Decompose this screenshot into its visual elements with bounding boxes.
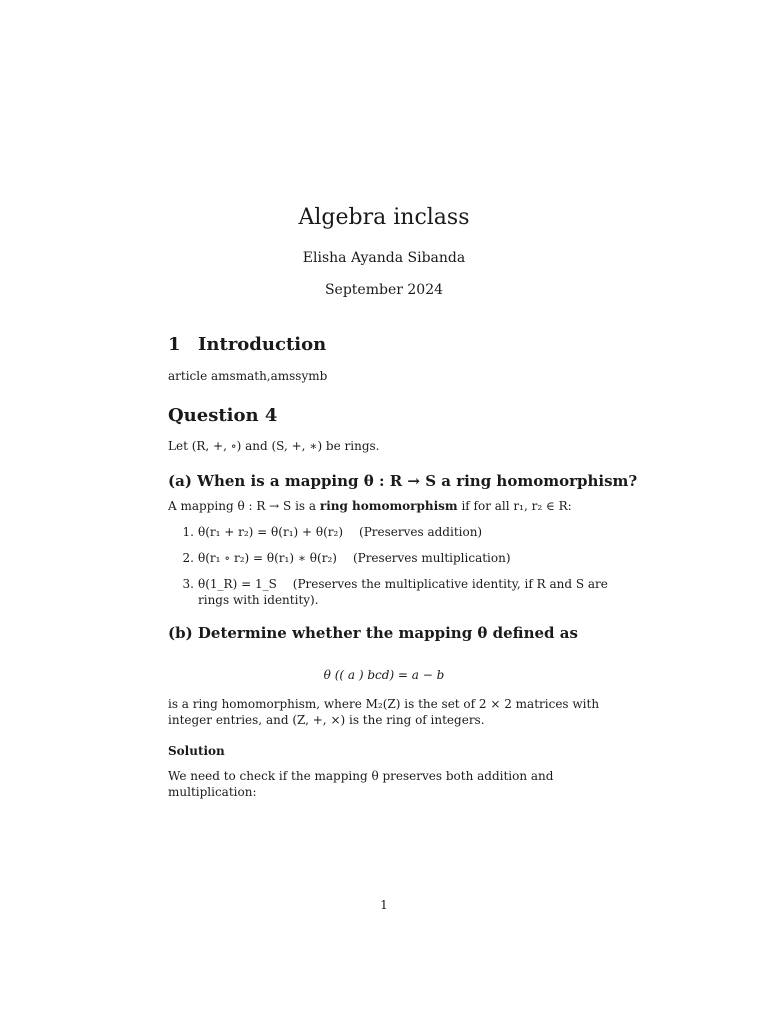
- mapping-equation: θ (( a ) bcd) = a − b: [323, 668, 445, 682]
- list-item-number: 2.: [182, 551, 194, 565]
- list-item: [168, 550, 608, 566]
- rings-definition-text: Let (R, +, ∘) and (S, +, ∗) be rings.: [168, 439, 380, 453]
- part-a-intro-bold: ring homomorphism: [319, 499, 458, 513]
- solution-heading: Solution: [168, 744, 225, 758]
- list-item-number: 1.: [182, 525, 194, 539]
- homomorphism-conditions-list: [168, 524, 608, 608]
- list-item-number: 3.: [182, 577, 194, 591]
- list-item-formula: θ(r₁ ∘ r₂) = θ(r₁) ∗ θ(r₂): [198, 551, 337, 565]
- section-introduction-heading: [168, 334, 326, 355]
- section-title: Introduction: [198, 334, 327, 355]
- intro-text: article amsmath,amssymb: [168, 369, 328, 383]
- list-item-note: (Preserves addition): [359, 525, 483, 539]
- list-item-note: (Preserves the multiplicative identity, if R and S are rings with identity).: [198, 577, 608, 607]
- document-title: Algebra inclass: [298, 205, 470, 230]
- part-a-intro: [168, 498, 608, 514]
- list-item: [168, 524, 608, 540]
- part-b-heading: (b) Determine whether the mapping θ defined as: [168, 624, 578, 642]
- page-number: 1: [380, 898, 388, 912]
- list-item-note: (Preserves multiplication): [352, 551, 511, 565]
- part-a-heading: (a) When is a mapping θ : R → S a ring homomorphism?: [168, 472, 638, 490]
- question-4-heading: Question 4: [168, 405, 278, 426]
- part-a-intro-post: if for all r₁, r₂ ∈ R:: [457, 499, 572, 513]
- part-b-description: is a ring homomorphism, where M₂(Z) is the set of 2 × 2 matrices with integer entries, and (Z, +, ×) is the ring of integers.: [168, 697, 600, 727]
- solution-text: We need to check if the mapping θ preserves both addition and multiplication:: [168, 769, 554, 799]
- document-author: Elisha Ayanda Sibanda: [302, 250, 466, 266]
- section-number: 1: [168, 334, 181, 355]
- list-item-formula: θ(1_R) = 1_S: [198, 577, 277, 591]
- list-item-formula: θ(r₁ + r₂) = θ(r₁) + θ(r₂): [198, 525, 344, 539]
- part-a-intro-pre: A mapping θ : R → S is a: [168, 499, 320, 513]
- document-date: September 2024: [324, 282, 444, 298]
- list-item: [168, 576, 608, 608]
